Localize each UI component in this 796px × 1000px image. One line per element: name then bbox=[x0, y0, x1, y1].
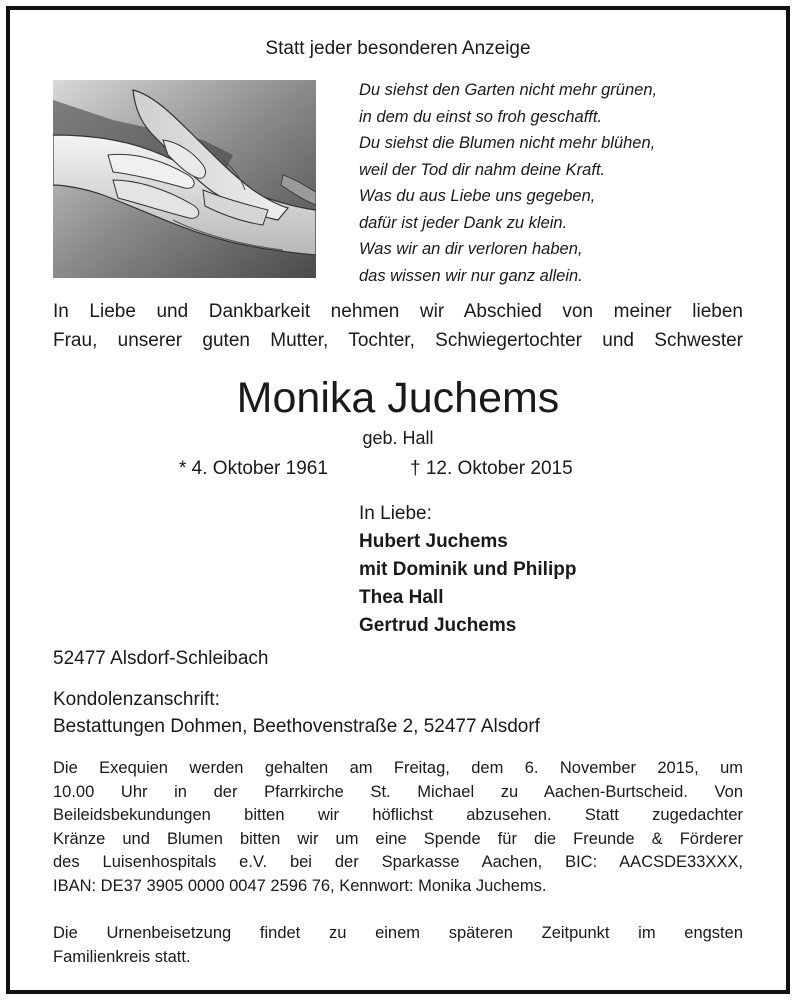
paragraph-line: Familienkreis statt. bbox=[53, 947, 191, 966]
urn-burial-paragraph bbox=[53, 922, 743, 969]
poem-line: weil der Tod dir nahm deine Kraft. bbox=[359, 160, 606, 179]
maiden-name: geb. Hall bbox=[362, 428, 434, 448]
poem-line: dafür ist jeder Dank zu klein. bbox=[359, 213, 568, 232]
farewell-intro bbox=[53, 297, 743, 355]
notice-header: Statt jeder besonderen Anzeige bbox=[265, 38, 531, 59]
mourner-name: Gertrud Juchems bbox=[359, 615, 517, 636]
mourner-name: Thea Hall bbox=[359, 587, 444, 608]
paragraph-line: des Luisenhospitals e.V. bei der Sparkasse Aachen, BIC: AACSDE33XXX, bbox=[53, 853, 743, 871]
clasped-hands-illustration bbox=[53, 80, 316, 278]
paragraph-line: Die Exequien werden gehalten am Freitag, dem 6. November 2015, um bbox=[53, 759, 743, 777]
location: 52477 Alsdorf-Schleibach bbox=[53, 648, 269, 669]
death-date: † 12. Oktober 2015 bbox=[410, 458, 573, 479]
mourner-name: mit Dominik und Philipp bbox=[359, 559, 577, 580]
paragraph-line: Kränze und Blumen bitten wir um eine Spende für die Freunde & Förderer bbox=[53, 829, 743, 848]
birth-date: * 4. Oktober 1961 bbox=[179, 458, 328, 479]
poem-line: Du siehst die Blumen nicht mehr blühen, bbox=[359, 134, 656, 152]
mourners-intro: In Liebe: bbox=[359, 503, 432, 524]
condolence-label: Kondolenzanschrift: bbox=[53, 689, 220, 710]
poem-line: in dem du einst so froh geschafft. bbox=[359, 107, 603, 126]
poem-line: Du siehst den Garten nicht mehr grünen, bbox=[359, 81, 658, 99]
paragraph-line: Die Urnenbeisetzung findet zu einem späteren Zeitpunkt im engsten bbox=[53, 924, 743, 942]
intro-line: In Liebe und Dankbarkeit nehmen wir Abschied von meiner lieben bbox=[53, 301, 743, 322]
paragraph-line: 10.00 Uhr in der Pfarrkirche St. Michael zu Aachen-Burtscheid. Von bbox=[53, 782, 743, 801]
poem bbox=[359, 77, 657, 289]
paragraph-line: IBAN: DE37 3905 0000 0047 2596 76, Kennwort: Monika Juchems. bbox=[53, 876, 547, 895]
paragraph-line: Beileidsbekundungen bitten wir höflichst abzusehen. Statt zugedachter bbox=[53, 806, 743, 824]
condolence-address-line: Bestattungen Dohmen, Beethovenstraße 2, 52477 Alsdorf bbox=[53, 716, 540, 737]
deceased-name: Monika Juchems bbox=[236, 374, 560, 422]
poem-line: Was du aus Liebe uns gegeben, bbox=[359, 187, 596, 205]
poem-line: Was wir an dir verloren haben, bbox=[359, 240, 583, 258]
poem-line: das wissen wir nur ganz allein. bbox=[359, 266, 583, 285]
mourner-name: Hubert Juchems bbox=[359, 531, 508, 552]
mourners bbox=[359, 500, 576, 640]
condolence-address bbox=[53, 686, 540, 740]
exequies-paragraph bbox=[53, 757, 743, 898]
intro-line: Frau, unserer guten Mutter, Tochter, Schwiegertochter und Schwester bbox=[53, 330, 743, 351]
